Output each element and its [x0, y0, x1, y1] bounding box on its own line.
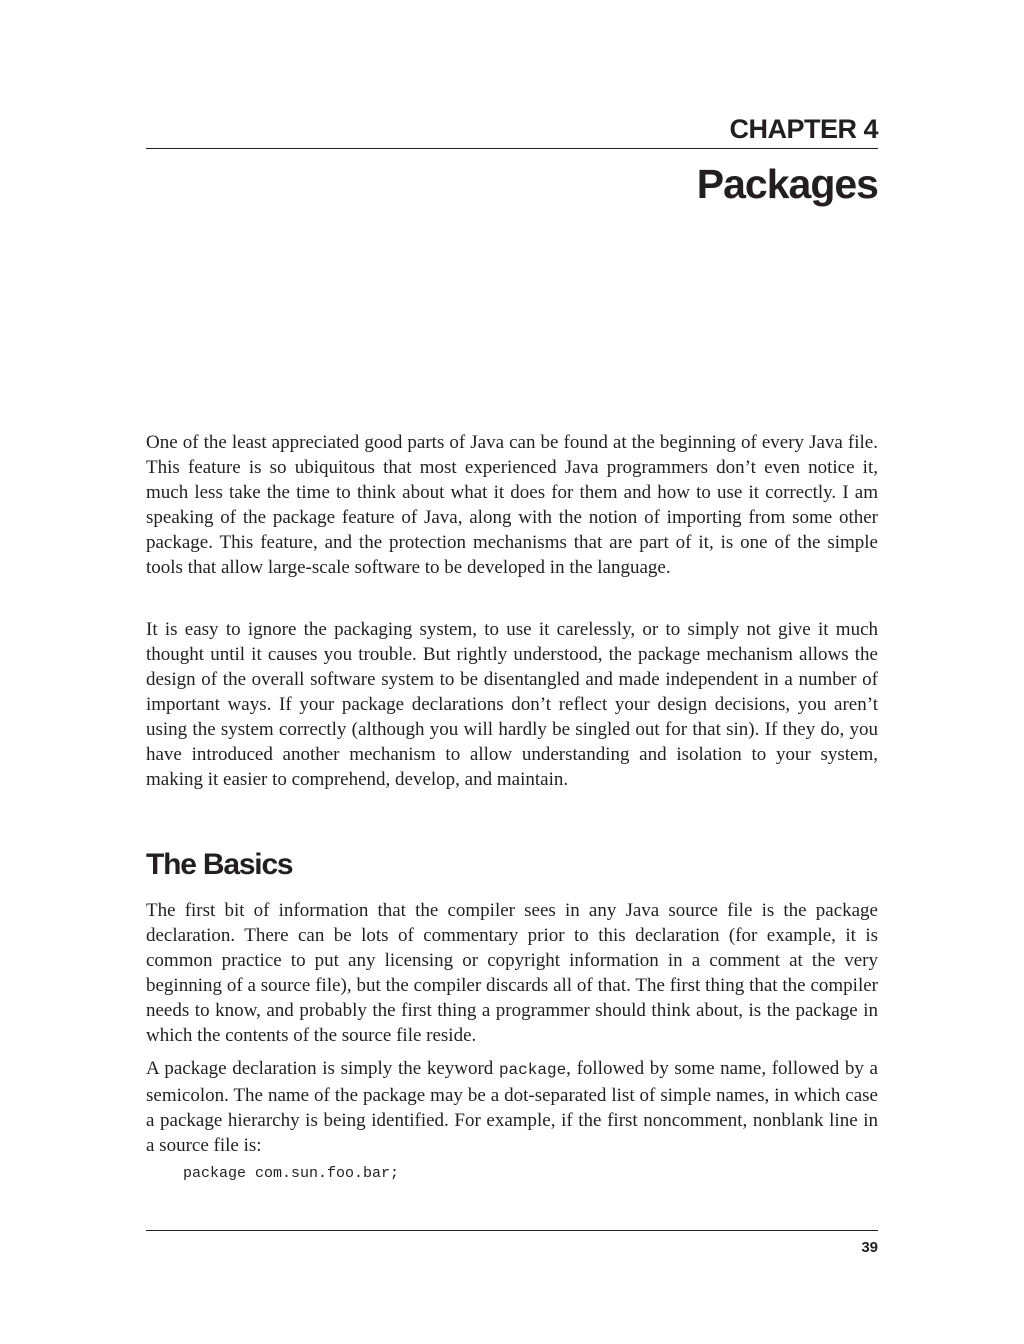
footer-divider [146, 1230, 878, 1231]
chapter-label: CHAPTER 4 [729, 114, 878, 144]
section-heading: The Basics [146, 848, 293, 881]
chapter-title: Packages [696, 161, 878, 207]
basics-paragraph-2 [146, 1056, 878, 1158]
basics-paragraph-1: The first bit of information that the compiler sees in any Java source file is the package declaration. There can be lots of commentary prior to this declaration (for example, it is common practice to put any licensing or copyright information in a comment at the very beginning of a source file), but the compiler discards all of that. The first thing that the compiler needs to know, and probably the first thing a programmer should think about, is the package in which the contents of the source file reside. [146, 900, 878, 1046]
chapter-divider [146, 148, 878, 149]
intro-paragraph-2: It is easy to ignore the packaging system, to use it carelessly, or to simply not give it much thought until it causes you trouble. But rightly understood, the package mechanism allows the design of the overall software system to be disentangled and made independent in a number of important ways. If your package declarations don’t reflect your design decisions, you aren’t using the system correctly (although you will hardly be singled out for that sin). If they do, you have introduced another mechanism to allow understanding and isolation to your system, making it easier to comprehend, develop, and maintain. [146, 619, 878, 790]
intro-paragraph-1: One of the least appreciated good parts of Java can be found at the beginning of every Java file. This feature is so ubiquitous that most experienced Java programmers don’t even notice it, much less take the time to think about what it does for them and how to use it correctly. I am speaking of the package feature of Java, along with the notion of importing from some other package. This feature, and the protection mechanisms that are part of it, is one of the simple tools that allow large-scale software to be developed in the language. [146, 432, 878, 578]
inline-code-keyword: package [498, 1061, 567, 1079]
basics-paragraph-2-rest: , followed by some name, followed by a semicolon. The name of the package may be a dot-separated list of simple names, in which case a package hierarchy is being identified. For example, if the first noncomment, nonblank line in a source file is: [146, 1058, 878, 1156]
page-number: 39 [861, 1239, 878, 1256]
code-example: package com.sun.foo.bar; [183, 1165, 400, 1182]
basics-paragraph-2-lead: A package declaration is simply the keyword [146, 1058, 499, 1079]
